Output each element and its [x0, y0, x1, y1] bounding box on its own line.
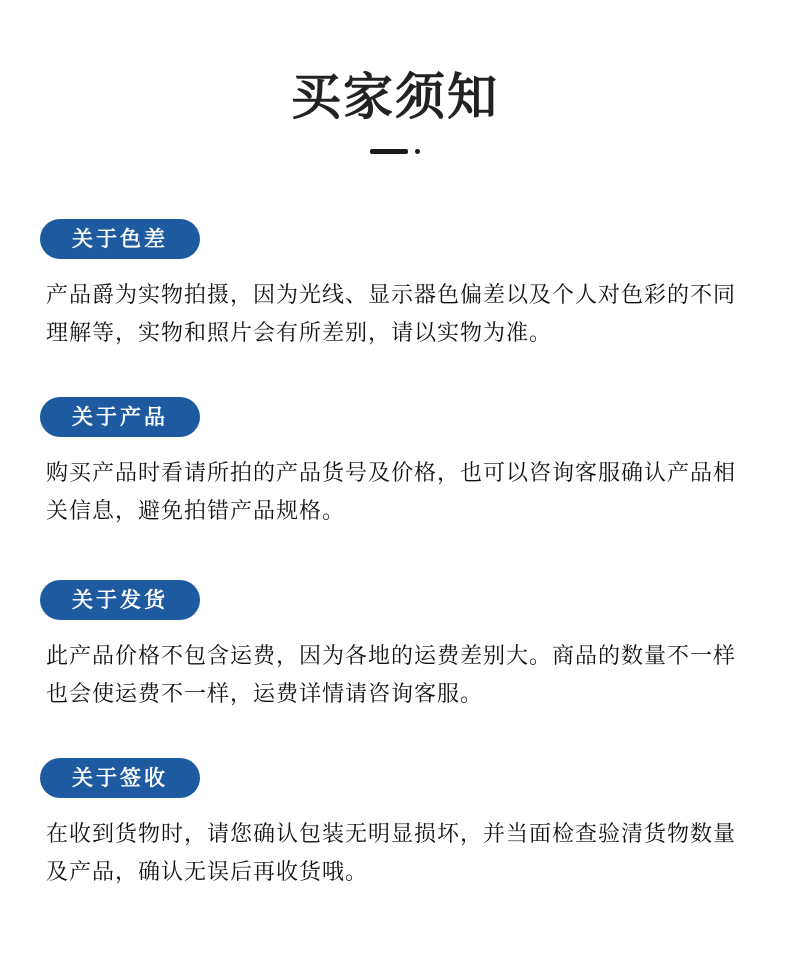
- section-body-text: 此产品价格不包含运费，因为各地的运费差别大。商品的数量不一样也会使运费不一样，运费详情请咨询客服。: [46, 644, 737, 707]
- page-title: 买家须知: [291, 68, 499, 126]
- section-body-text: 在收到货物时，请您确认包装无明显损坏，并当面检查验清货物数量及产品，确认无误后再收货哦。: [46, 822, 737, 885]
- section-label-pill: 关于发货: [40, 580, 200, 620]
- section-label-pill: 关于产品: [40, 397, 200, 437]
- section-label-pill: 关于色差: [40, 219, 200, 259]
- title-divider: [370, 149, 408, 154]
- section-label-pill: 关于签收: [40, 758, 200, 798]
- title-divider-dot: [415, 149, 420, 154]
- section-body-text: 产品爵为实物拍摄，因为光线、显示器色偏差以及个人对色彩的不同理解等，实物和照片会有所差别，请以实物为准。: [46, 283, 737, 346]
- section-body-text: 购买产品时看请所拍的产品货号及价格，也可以咨询客服确认产品相关信息，避免拍错产品规格。: [46, 461, 737, 524]
